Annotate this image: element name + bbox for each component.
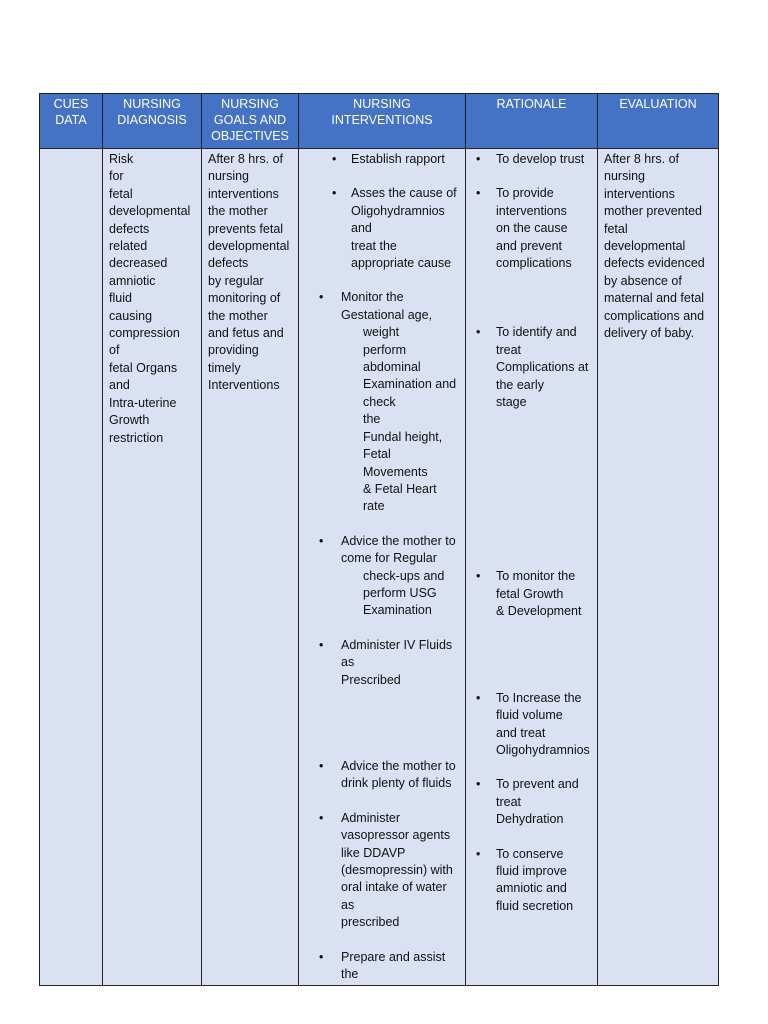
intervention-item: • Administer IV Fluids as Prescribed (305, 637, 459, 689)
interventions-list (305, 151, 459, 983)
table-header-row (40, 94, 719, 149)
cell-nursing-diagnosis: Risk for fetal developmental defects related decreased amniotic fluid causing compression of fetal Organs and Intra-uterine Growth restriction (103, 149, 202, 986)
cell-rationale (466, 149, 598, 986)
nursing-care-plan-table (39, 93, 719, 986)
header-goals-objectives: NURSING GOALS AND OBJECTIVES (202, 94, 299, 149)
intervention-item: • Establish rapport (305, 151, 459, 168)
rationale-item: • To provide interventions on the cause and prevent complications (472, 185, 591, 272)
header-evaluation: EVALUATION (598, 94, 719, 149)
header-rationale: RATIONALE (466, 94, 598, 149)
rationale-list (472, 151, 591, 915)
cell-nursing-interventions (299, 149, 466, 986)
intervention-item: • Asses the cause of Oligohydramnios and treat the appropriate cause (305, 185, 459, 272)
rationale-item: • To monitor the fetal Growth & Development (472, 568, 591, 620)
cell-cues-data (40, 149, 103, 986)
intervention-item: • Advice the mother to come for Regular check-ups and perform USG Examination (305, 533, 459, 620)
rationale-item: • To identify and treat Complications at the early stage (472, 324, 591, 411)
intervention-item: • Advice the mother to drink plenty of fluids (305, 758, 459, 793)
intervention-item: • Administer vasopressor agents like DDAVP (desmopressin) with oral intake of water as prescribed (305, 810, 459, 932)
rationale-item: • To prevent and treat Dehydration (472, 776, 591, 828)
table-row (40, 149, 719, 986)
intervention-item: • Prepare and assist the (305, 949, 459, 984)
header-nursing-diagnosis: NURSING DIAGNOSIS (103, 94, 202, 149)
rationale-item: • To conserve fluid improve amniotic and fluid secretion (472, 846, 591, 916)
rationale-item: • To develop trust (472, 151, 591, 168)
cell-evaluation: After 8 hrs. of nursing interventions mother prevented fetal developmental defects evidenced by absence of maternal and fetal complications and delivery of baby. (598, 149, 719, 986)
header-nursing-interventions: NURSING INTERVENTIONS (299, 94, 466, 149)
intervention-item: • Monitor the Gestational age, weight perform abdominal Examination and check the Fundal height, Fetal Movements & Fetal Heart rate (305, 289, 459, 515)
cell-goals-objectives: After 8 hrs. of nursing interventions the mother prevents fetal developmental defects by regular monitoring of the mother and fetus and providing timely Interventions (202, 149, 299, 986)
rationale-item: • To Increase the fluid volume and treat Oligohydramnios (472, 690, 591, 760)
header-cues-data: CUES DATA (40, 94, 103, 149)
